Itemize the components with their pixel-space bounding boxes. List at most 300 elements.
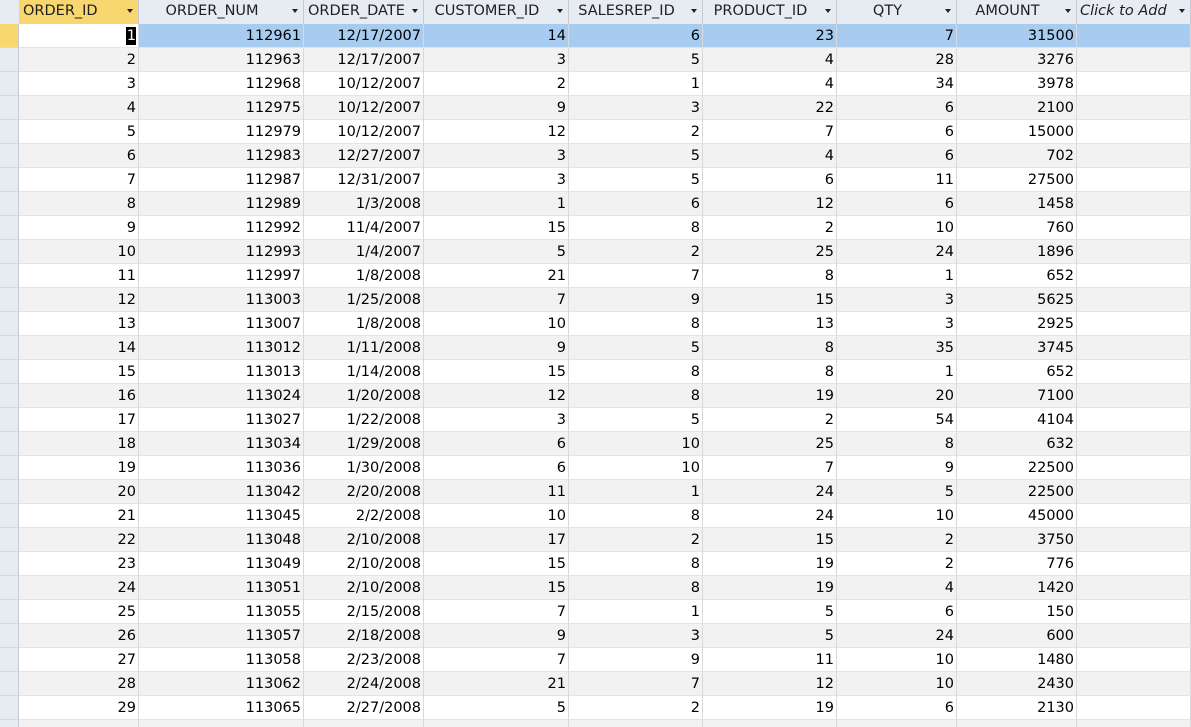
column-header-order-date[interactable]: [304, 0, 424, 24]
cell-empty[interactable]: [424, 720, 569, 727]
cell-order-id[interactable]: 17: [19, 408, 139, 432]
cell-order-num[interactable]: 113055: [139, 600, 304, 624]
cell-order-id[interactable]: 19: [19, 456, 139, 480]
cell-order-id[interactable]: 11: [19, 264, 139, 288]
record-selector[interactable]: [0, 672, 19, 696]
cell-amount[interactable]: 1896: [957, 240, 1077, 264]
cell-order-date[interactable]: 2/27/2008: [304, 696, 424, 720]
cell-empty[interactable]: [569, 720, 703, 727]
record-selector[interactable]: [0, 168, 19, 192]
cell-order-date[interactable]: 12/17/2007: [304, 24, 424, 48]
sort-filter-dropdown-icon[interactable]: [825, 9, 831, 13]
cell-salesrep-id[interactable]: 8: [569, 552, 703, 576]
cell-amount[interactable]: 2130: [957, 696, 1077, 720]
cell-customer-id[interactable]: 6: [424, 432, 569, 456]
table-row[interactable]: [0, 360, 1191, 384]
cell-product-id[interactable]: 25: [703, 240, 837, 264]
cell-amount[interactable]: 1480: [957, 648, 1077, 672]
cell-salesrep-id[interactable]: 6: [569, 192, 703, 216]
cell-click-to-add[interactable]: [1077, 288, 1191, 312]
cell-click-to-add[interactable]: [1077, 528, 1191, 552]
cell-customer-id[interactable]: 11: [424, 480, 569, 504]
cell-customer-id[interactable]: 3: [424, 48, 569, 72]
cell-click-to-add[interactable]: [1077, 264, 1191, 288]
cell-amount[interactable]: 3745: [957, 336, 1077, 360]
cell-order-date[interactable]: 1/3/2008: [304, 192, 424, 216]
cell-product-id[interactable]: 19: [703, 576, 837, 600]
record-selector[interactable]: [0, 456, 19, 480]
cell-product-id[interactable]: 7: [703, 456, 837, 480]
cell-order-num[interactable]: 112968: [139, 72, 304, 96]
cell-product-id[interactable]: 24: [703, 504, 837, 528]
table-row[interactable]: [0, 720, 1191, 727]
cell-product-id[interactable]: 5: [703, 624, 837, 648]
column-header-customer-id[interactable]: [424, 0, 569, 24]
cell-salesrep-id[interactable]: 8: [569, 216, 703, 240]
cell-salesrep-id[interactable]: 2: [569, 120, 703, 144]
cell-order-id[interactable]: 22: [19, 528, 139, 552]
cell-customer-id[interactable]: 2: [424, 72, 569, 96]
cell-customer-id[interactable]: 10: [424, 504, 569, 528]
cell-customer-id[interactable]: 7: [424, 600, 569, 624]
cell-salesrep-id[interactable]: 1: [569, 600, 703, 624]
cell-amount[interactable]: 652: [957, 264, 1077, 288]
cell-salesrep-id[interactable]: 5: [569, 144, 703, 168]
table-row[interactable]: [0, 216, 1191, 240]
cell-qty[interactable]: 3: [837, 312, 957, 336]
table-row[interactable]: [0, 552, 1191, 576]
cell-product-id[interactable]: 19: [703, 552, 837, 576]
cell-salesrep-id[interactable]: 5: [569, 168, 703, 192]
record-selector[interactable]: [0, 120, 19, 144]
cell-click-to-add[interactable]: [1077, 168, 1191, 192]
cell-amount[interactable]: 5625: [957, 288, 1077, 312]
cell-product-id[interactable]: 8: [703, 264, 837, 288]
cell-order-num[interactable]: 113012: [139, 336, 304, 360]
sort-filter-dropdown-icon[interactable]: [1179, 9, 1185, 13]
table-row[interactable]: [0, 624, 1191, 648]
column-header-order-num[interactable]: [139, 0, 304, 24]
cell-product-id[interactable]: 11: [703, 648, 837, 672]
cell-order-num[interactable]: 113051: [139, 576, 304, 600]
cell-click-to-add[interactable]: [1077, 48, 1191, 72]
cell-order-id[interactable]: 25: [19, 600, 139, 624]
cell-order-id[interactable]: 13: [19, 312, 139, 336]
table-row[interactable]: [0, 648, 1191, 672]
cell-product-id[interactable]: 4: [703, 72, 837, 96]
cell-click-to-add[interactable]: [1077, 360, 1191, 384]
column-header-salesrep-id[interactable]: [569, 0, 703, 24]
cell-salesrep-id[interactable]: 8: [569, 312, 703, 336]
cell-click-to-add[interactable]: [1077, 120, 1191, 144]
cell-product-id[interactable]: 19: [703, 696, 837, 720]
cell-order-date[interactable]: 2/23/2008: [304, 648, 424, 672]
cell-salesrep-id[interactable]: 8: [569, 576, 703, 600]
cell-amount[interactable]: 3978: [957, 72, 1077, 96]
cell-order-date[interactable]: 1/29/2008: [304, 432, 424, 456]
cell-customer-id[interactable]: 3: [424, 144, 569, 168]
cell-amount[interactable]: 632: [957, 432, 1077, 456]
cell-order-num[interactable]: 112975: [139, 96, 304, 120]
cell-order-num[interactable]: 112979: [139, 120, 304, 144]
cell-qty[interactable]: 6: [837, 600, 957, 624]
cell-salesrep-id[interactable]: 9: [569, 288, 703, 312]
cell-product-id[interactable]: 2: [703, 408, 837, 432]
record-selector[interactable]: [0, 504, 19, 528]
cell-customer-id[interactable]: 15: [424, 360, 569, 384]
cell-amount[interactable]: 2100: [957, 96, 1077, 120]
cell-order-date[interactable]: 1/20/2008: [304, 384, 424, 408]
cell-salesrep-id[interactable]: 1: [569, 480, 703, 504]
cell-customer-id[interactable]: 9: [424, 336, 569, 360]
cell-order-num[interactable]: 113042: [139, 480, 304, 504]
cell-product-id[interactable]: 23: [703, 24, 837, 48]
cell-order-id[interactable]: 20: [19, 480, 139, 504]
table-row[interactable]: [0, 192, 1191, 216]
cell-click-to-add[interactable]: [1077, 312, 1191, 336]
cell-order-id[interactable]: 12: [19, 288, 139, 312]
cell-order-num[interactable]: 112992: [139, 216, 304, 240]
record-selector[interactable]: [0, 384, 19, 408]
cell-qty[interactable]: 24: [837, 624, 957, 648]
cell-amount[interactable]: 27500: [957, 168, 1077, 192]
cell-amount[interactable]: 15000: [957, 120, 1077, 144]
column-header-order-id[interactable]: [19, 0, 139, 24]
cell-qty[interactable]: 34: [837, 72, 957, 96]
cell-order-date[interactable]: 2/10/2008: [304, 576, 424, 600]
cell-order-date[interactable]: 10/12/2007: [304, 120, 424, 144]
record-selector[interactable]: [0, 600, 19, 624]
cell-order-num[interactable]: 113057: [139, 624, 304, 648]
cell-salesrep-id[interactable]: 8: [569, 384, 703, 408]
cell-amount[interactable]: 4104: [957, 408, 1077, 432]
cell-customer-id[interactable]: 7: [424, 288, 569, 312]
record-selector[interactable]: [0, 648, 19, 672]
sort-filter-dropdown-icon[interactable]: [412, 9, 418, 13]
cell-product-id[interactable]: 6: [703, 168, 837, 192]
cell-amount[interactable]: 3750: [957, 528, 1077, 552]
table-row[interactable]: [0, 120, 1191, 144]
cell-click-to-add[interactable]: [1077, 432, 1191, 456]
cell-empty[interactable]: [837, 720, 957, 727]
cell-amount[interactable]: 652: [957, 360, 1077, 384]
table-row[interactable]: [0, 504, 1191, 528]
cell-order-num[interactable]: 113007: [139, 312, 304, 336]
cell-order-id[interactable]: 29: [19, 696, 139, 720]
cell-product-id[interactable]: 15: [703, 288, 837, 312]
cell-amount[interactable]: 22500: [957, 480, 1077, 504]
table-row[interactable]: [0, 72, 1191, 96]
cell-click-to-add[interactable]: [1077, 504, 1191, 528]
cell-order-id[interactable]: 15: [19, 360, 139, 384]
cell-customer-id[interactable]: 15: [424, 552, 569, 576]
cell-customer-id[interactable]: 9: [424, 624, 569, 648]
cell-qty[interactable]: 7: [837, 24, 957, 48]
record-selector[interactable]: [0, 408, 19, 432]
table-row[interactable]: [0, 240, 1191, 264]
cell-click-to-add[interactable]: [1077, 72, 1191, 96]
cell-empty[interactable]: [957, 720, 1077, 727]
record-selector[interactable]: [0, 216, 19, 240]
record-selector[interactable]: [0, 264, 19, 288]
cell-order-num[interactable]: 112983: [139, 144, 304, 168]
cell-qty[interactable]: 4: [837, 576, 957, 600]
cell-salesrep-id[interactable]: 5: [569, 48, 703, 72]
cell-click-to-add[interactable]: [1077, 552, 1191, 576]
cell-order-date[interactable]: 10/12/2007: [304, 96, 424, 120]
table-row[interactable]: [0, 336, 1191, 360]
cell-order-num[interactable]: 113024: [139, 384, 304, 408]
table-row[interactable]: [0, 696, 1191, 720]
record-selector[interactable]: [0, 144, 19, 168]
cell-amount[interactable]: 150: [957, 600, 1077, 624]
cell-empty[interactable]: [304, 720, 424, 727]
record-selector[interactable]: [0, 552, 19, 576]
record-selector[interactable]: [0, 288, 19, 312]
cell-qty[interactable]: 10: [837, 672, 957, 696]
cell-qty[interactable]: 6: [837, 120, 957, 144]
cell-customer-id[interactable]: 3: [424, 408, 569, 432]
cell-product-id[interactable]: 4: [703, 144, 837, 168]
cell-click-to-add[interactable]: [1077, 384, 1191, 408]
cell-click-to-add[interactable]: [1077, 624, 1191, 648]
record-selector[interactable]: [0, 312, 19, 336]
cell-order-date[interactable]: 12/31/2007: [304, 168, 424, 192]
table-row[interactable]: [0, 48, 1191, 72]
cell-customer-id[interactable]: 10: [424, 312, 569, 336]
cell-order-date[interactable]: 1/30/2008: [304, 456, 424, 480]
record-selector[interactable]: [0, 528, 19, 552]
cell-order-date[interactable]: 2/15/2008: [304, 600, 424, 624]
cell-product-id[interactable]: 8: [703, 336, 837, 360]
cell-order-num[interactable]: 113048: [139, 528, 304, 552]
cell-qty[interactable]: 9: [837, 456, 957, 480]
cell-click-to-add[interactable]: [1077, 672, 1191, 696]
cell-salesrep-id[interactable]: 5: [569, 336, 703, 360]
cell-click-to-add[interactable]: [1077, 96, 1191, 120]
cell-empty[interactable]: [19, 720, 139, 727]
cell-order-id[interactable]: 2: [19, 48, 139, 72]
cell-order-date[interactable]: 2/20/2008: [304, 480, 424, 504]
cell-product-id[interactable]: 2: [703, 216, 837, 240]
cell-order-date[interactable]: 1/4/2007: [304, 240, 424, 264]
cell-customer-id[interactable]: 9: [424, 96, 569, 120]
cell-qty[interactable]: 28: [837, 48, 957, 72]
record-selector[interactable]: [0, 24, 19, 48]
cell-amount[interactable]: 45000: [957, 504, 1077, 528]
cell-order-date[interactable]: 2/24/2008: [304, 672, 424, 696]
cell-empty[interactable]: [1077, 720, 1191, 727]
cell-order-id[interactable]: [19, 24, 139, 48]
cell-qty[interactable]: 5: [837, 480, 957, 504]
cell-qty[interactable]: 6: [837, 192, 957, 216]
cell-order-date[interactable]: 2/2/2008: [304, 504, 424, 528]
table-row[interactable]: [0, 432, 1191, 456]
cell-click-to-add[interactable]: [1077, 336, 1191, 360]
record-selector[interactable]: [0, 96, 19, 120]
cell-salesrep-id[interactable]: 2: [569, 240, 703, 264]
cell-amount[interactable]: 3276: [957, 48, 1077, 72]
cell-order-date[interactable]: 12/27/2007: [304, 144, 424, 168]
cell-order-id[interactable]: 7: [19, 168, 139, 192]
cell-qty[interactable]: 1: [837, 264, 957, 288]
cell-order-id[interactable]: 21: [19, 504, 139, 528]
cell-order-date[interactable]: 1/14/2008: [304, 360, 424, 384]
cell-qty[interactable]: 3: [837, 288, 957, 312]
cell-amount[interactable]: 600: [957, 624, 1077, 648]
cell-customer-id[interactable]: 1: [424, 192, 569, 216]
cell-customer-id[interactable]: 14: [424, 24, 569, 48]
column-header-qty[interactable]: [837, 0, 957, 24]
table-row[interactable]: [0, 168, 1191, 192]
cell-customer-id[interactable]: 7: [424, 648, 569, 672]
cell-order-id[interactable]: 28: [19, 672, 139, 696]
cell-qty[interactable]: 10: [837, 504, 957, 528]
cell-order-num[interactable]: 113049: [139, 552, 304, 576]
table-row[interactable]: [0, 144, 1191, 168]
cell-customer-id[interactable]: 17: [424, 528, 569, 552]
cell-order-date[interactable]: 12/17/2007: [304, 48, 424, 72]
cell-qty[interactable]: 54: [837, 408, 957, 432]
cell-click-to-add[interactable]: [1077, 480, 1191, 504]
sort-filter-dropdown-icon[interactable]: [1065, 9, 1071, 13]
sort-filter-dropdown-icon[interactable]: [292, 9, 298, 13]
cell-customer-id[interactable]: 21: [424, 672, 569, 696]
cell-order-num[interactable]: 112961: [139, 24, 304, 48]
cell-customer-id[interactable]: 5: [424, 696, 569, 720]
cell-order-date[interactable]: 10/12/2007: [304, 72, 424, 96]
record-selector[interactable]: [0, 576, 19, 600]
cell-qty[interactable]: 6: [837, 696, 957, 720]
cell-amount[interactable]: 22500: [957, 456, 1077, 480]
cell-product-id[interactable]: 7: [703, 120, 837, 144]
cell-order-num[interactable]: 112987: [139, 168, 304, 192]
cell-qty[interactable]: 1: [837, 360, 957, 384]
cell-order-date[interactable]: 1/25/2008: [304, 288, 424, 312]
cell-qty[interactable]: 2: [837, 552, 957, 576]
sort-filter-dropdown-icon[interactable]: [945, 9, 951, 13]
cell-amount[interactable]: 31500: [957, 24, 1077, 48]
table-row[interactable]: [0, 384, 1191, 408]
cell-order-id[interactable]: 3: [19, 72, 139, 96]
cell-salesrep-id[interactable]: 8: [569, 504, 703, 528]
cell-order-date[interactable]: 1/22/2008: [304, 408, 424, 432]
cell-order-date[interactable]: 1/8/2008: [304, 264, 424, 288]
cell-qty[interactable]: 6: [837, 144, 957, 168]
record-selector[interactable]: [0, 480, 19, 504]
cell-order-id[interactable]: 26: [19, 624, 139, 648]
cell-qty[interactable]: 24: [837, 240, 957, 264]
table-row[interactable]: [0, 456, 1191, 480]
cell-amount[interactable]: 760: [957, 216, 1077, 240]
cell-customer-id[interactable]: 3: [424, 168, 569, 192]
cell-amount[interactable]: 702: [957, 144, 1077, 168]
cell-qty[interactable]: 6: [837, 96, 957, 120]
cell-order-num[interactable]: 113062: [139, 672, 304, 696]
cell-salesrep-id[interactable]: 3: [569, 96, 703, 120]
cell-amount[interactable]: 2925: [957, 312, 1077, 336]
cell-product-id[interactable]: 15: [703, 528, 837, 552]
cell-order-num[interactable]: 113034: [139, 432, 304, 456]
cell-order-date[interactable]: 2/10/2008: [304, 528, 424, 552]
cell-customer-id[interactable]: 15: [424, 216, 569, 240]
cell-salesrep-id[interactable]: 10: [569, 432, 703, 456]
cell-click-to-add[interactable]: [1077, 600, 1191, 624]
column-header-amount[interactable]: [957, 0, 1077, 24]
cell-salesrep-id[interactable]: 7: [569, 264, 703, 288]
cell-customer-id[interactable]: 12: [424, 384, 569, 408]
record-selector[interactable]: [0, 432, 19, 456]
cell-order-id[interactable]: 27: [19, 648, 139, 672]
cell-product-id[interactable]: 25: [703, 432, 837, 456]
cell-customer-id[interactable]: 12: [424, 120, 569, 144]
cell-order-num[interactable]: 113013: [139, 360, 304, 384]
cell-amount[interactable]: 2430: [957, 672, 1077, 696]
cell-product-id[interactable]: 12: [703, 192, 837, 216]
cell-click-to-add[interactable]: [1077, 576, 1191, 600]
cell-click-to-add[interactable]: [1077, 696, 1191, 720]
cell-salesrep-id[interactable]: 2: [569, 696, 703, 720]
record-selector[interactable]: [0, 72, 19, 96]
cell-amount[interactable]: 1458: [957, 192, 1077, 216]
record-selector[interactable]: [0, 624, 19, 648]
sort-filter-dropdown-icon[interactable]: [127, 9, 133, 13]
cell-salesrep-id[interactable]: 5: [569, 408, 703, 432]
cell-order-date[interactable]: 1/8/2008: [304, 312, 424, 336]
table-row[interactable]: [0, 408, 1191, 432]
cell-order-num[interactable]: 112963: [139, 48, 304, 72]
cell-amount[interactable]: 776: [957, 552, 1077, 576]
cell-salesrep-id[interactable]: 6: [569, 24, 703, 48]
record-selector[interactable]: [0, 336, 19, 360]
cell-order-date[interactable]: 11/4/2007: [304, 216, 424, 240]
cell-order-num[interactable]: 113045: [139, 504, 304, 528]
table-row[interactable]: [0, 24, 1191, 48]
cell-qty[interactable]: 2: [837, 528, 957, 552]
record-selector[interactable]: [0, 240, 19, 264]
cell-qty[interactable]: 10: [837, 216, 957, 240]
cell-click-to-add[interactable]: [1077, 192, 1191, 216]
cell-product-id[interactable]: 4: [703, 48, 837, 72]
cell-product-id[interactable]: 22: [703, 96, 837, 120]
cell-salesrep-id[interactable]: 7: [569, 672, 703, 696]
cell-order-id[interactable]: 16: [19, 384, 139, 408]
cell-order-id[interactable]: 8: [19, 192, 139, 216]
cell-salesrep-id[interactable]: 10: [569, 456, 703, 480]
cell-product-id[interactable]: 19: [703, 384, 837, 408]
cell-qty[interactable]: 8: [837, 432, 957, 456]
cell-order-num[interactable]: 113036: [139, 456, 304, 480]
cell-product-id[interactable]: 24: [703, 480, 837, 504]
cell-customer-id[interactable]: 21: [424, 264, 569, 288]
cell-order-id[interactable]: 18: [19, 432, 139, 456]
table-row[interactable]: [0, 312, 1191, 336]
cell-salesrep-id[interactable]: 1: [569, 72, 703, 96]
table-row[interactable]: [0, 288, 1191, 312]
cell-customer-id[interactable]: 15: [424, 576, 569, 600]
cell-order-id[interactable]: 9: [19, 216, 139, 240]
cell-click-to-add[interactable]: [1077, 456, 1191, 480]
cell-amount[interactable]: 7100: [957, 384, 1077, 408]
cell-click-to-add[interactable]: [1077, 24, 1191, 48]
cell-order-date[interactable]: 1/11/2008: [304, 336, 424, 360]
cell-order-num[interactable]: 112989: [139, 192, 304, 216]
table-row[interactable]: [0, 528, 1191, 552]
table-row[interactable]: [0, 96, 1191, 120]
cell-qty[interactable]: 11: [837, 168, 957, 192]
cell-click-to-add[interactable]: [1077, 240, 1191, 264]
cell-amount[interactable]: 1420: [957, 576, 1077, 600]
